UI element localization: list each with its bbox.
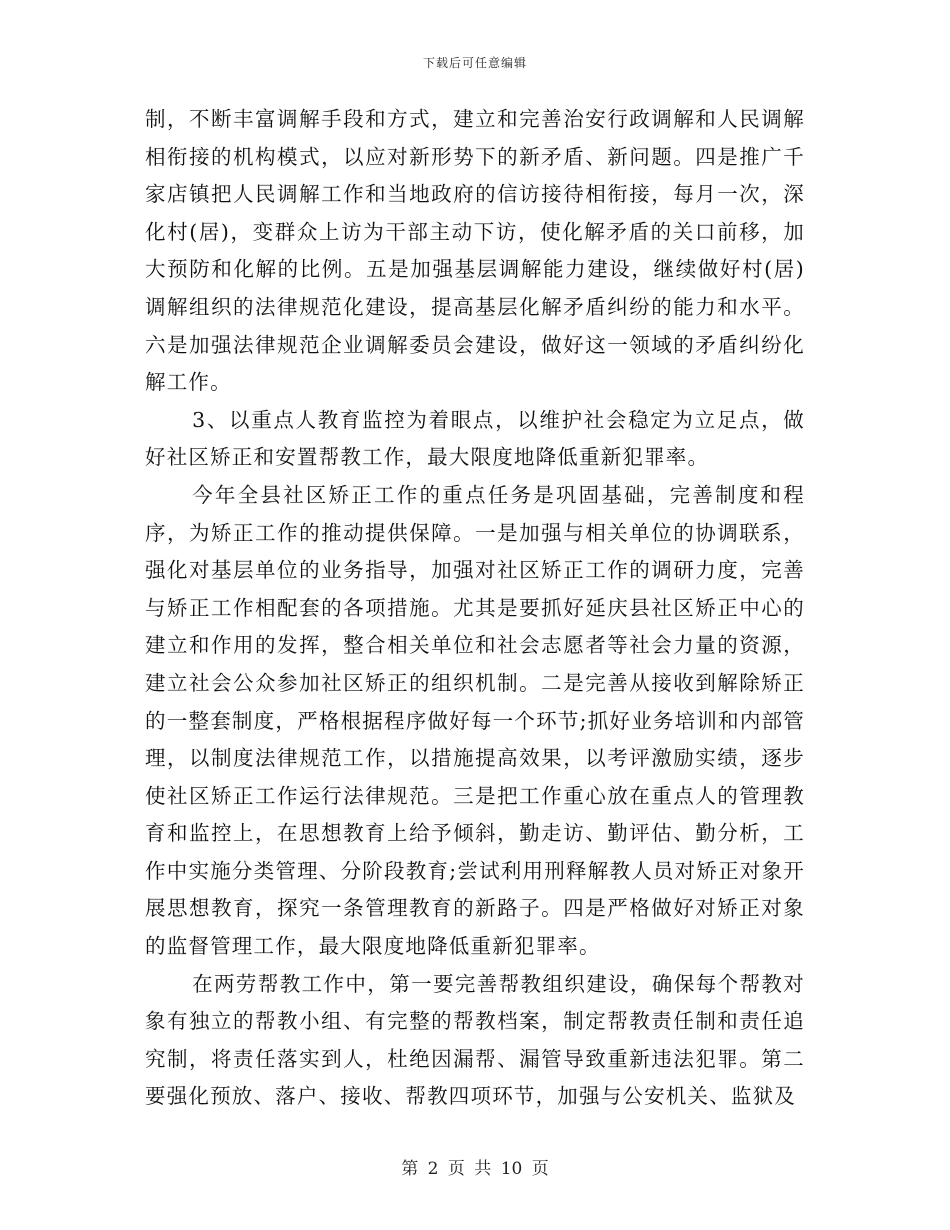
paragraph-assistance-education: 在两劳帮教工作中，第一要完善帮教组织建设，确保每个帮教对象有独立的帮教小组、有完整的帮教档案，制定帮教责任制和责任追究制，将责任落实到人，杜绝因漏帮、漏管导致重新违法犯罪。第二要强化预放、落户、接收、帮教四项环节，加强与公安机关、监狱及	[145, 971, 805, 1109]
paragraph-continuation: 制，不断丰富调解手段和方式，建立和完善治安行政调解和人民调解相衔接的机构模式，以应对新形势下的新矛盾、新问题。四是推广千家店镇把人民调解工作和当地政府的信访接待相衔接，每月一次，深化村(居)，变群众上访为干部主动下访，使化解矛盾的关口前移，加大预防和化解的比例。五是加强基层调解能力建设，继续做好村(居)调解组织的法律规范化建设，提高基层化解矛盾纠纷的能力和水平。六是加强法律规范企业调解委员会建设，做好这一领域的矛盾纠纷化解工作。	[145, 107, 805, 395]
paragraph-section-heading: 3、以重点人教育监控为着眼点，以维护社会稳定为立足点，做好社区矫正和安置帮教工作，最大限度地降低重新犯罪率。	[145, 407, 805, 470]
document-body	[145, 101, 805, 1116]
page-number: 第 2 页 共 10 页	[401, 1159, 549, 1179]
page-header: 下载后可任意编辑	[422, 56, 527, 70]
paragraph-community-correction: 今年全县社区矫正工作的重点任务是巩固基础，完善制度和程序，为矫正工作的推动提供保障。一是加强与相关单位的协调联系，强化对基层单位的业务指导，加强对社区矫正工作的调研力度，完善与矫正工作相配套的各项措施。尤其是要抓好延庆县社区矫正中心的建立和作用的发挥，整合相关单位和社会志愿者等社会力量的资源，建立社会公众参加社区矫正的组织机制。二是完善从接收到解除矫正的一整套制度，严格根据程序做好每一个环节;抓好业务培训和内部管理，以制度法律规范工作，以措施提高效果，以考评激励实绩，逐步使社区矫正工作运行法律规范。三是把工作重心放在重点人的管理教育和监控上，在思想教育上给予倾斜，勤走访、勤评估、勤分析，工作中实施分类管理、分阶段教育;尝试利用刑释解教人员对矫正对象开展思想教育，探究一条管理教育的新路子。四是严格做好对矫正对象的监督管理工作，最大限度地降低重新犯罪率。	[145, 482, 805, 959]
